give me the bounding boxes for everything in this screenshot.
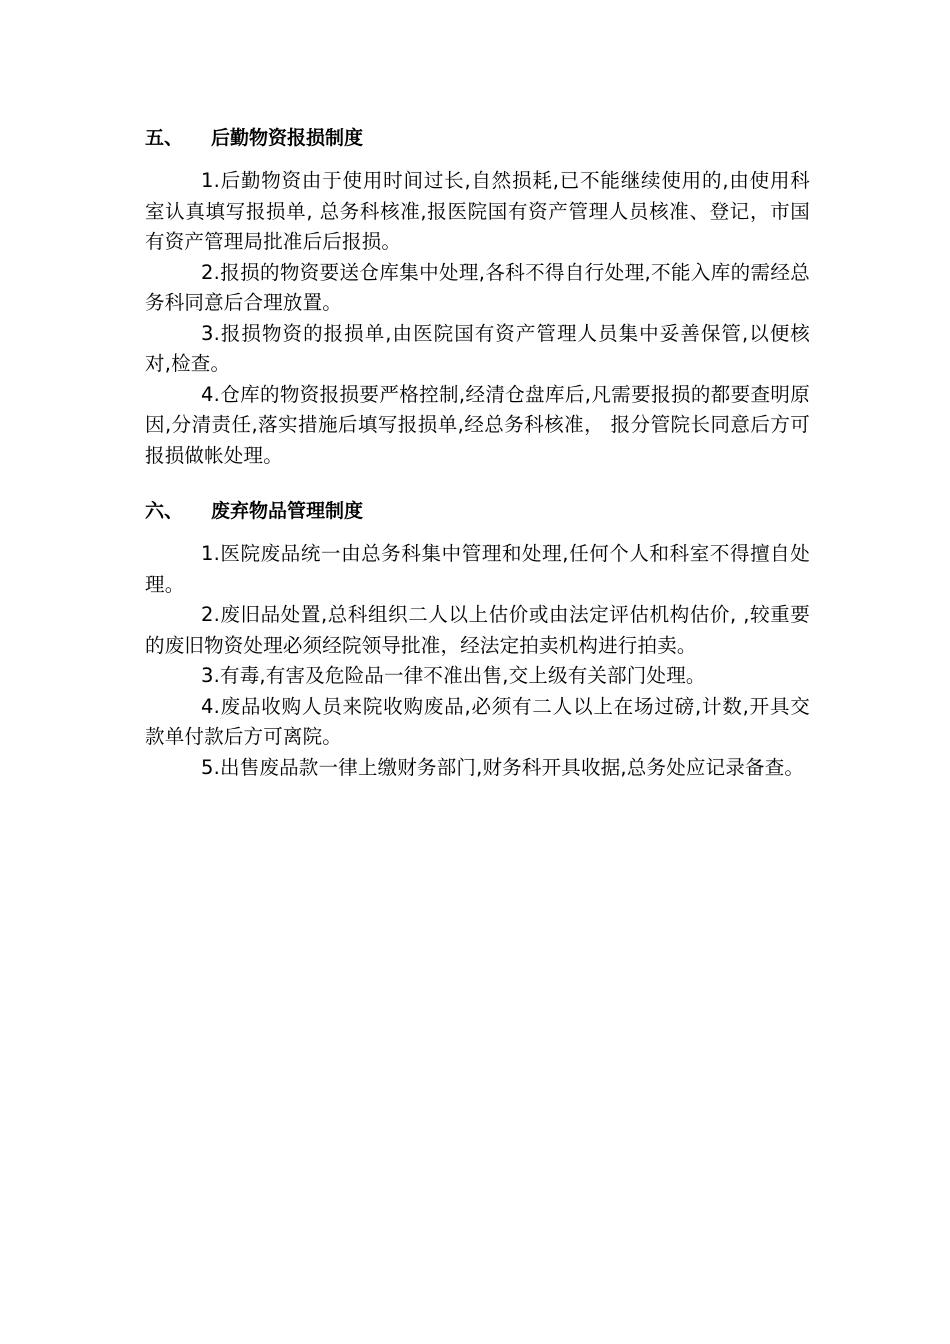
section-number: 五、 xyxy=(145,126,184,149)
paragraph: 2.报损的物资要送仓库集中处理,各科不得自行处理,不能入库的需经总务科同意后合理放置。 xyxy=(145,260,810,314)
paragraph: 2.废旧品处置,总科组织二人以上估价或由法定评估机构估价, ,较重要的废旧物资处理必须经院领导批准，经法定拍卖机构进行拍卖。 xyxy=(145,603,810,657)
paragraph: 3.报损物资的报损单,由医院国有资产管理人员集中妥善保管,以便核对,检查。 xyxy=(145,321,810,375)
section-title: 后勤物资报损制度 xyxy=(211,126,364,149)
paragraph: 4.仓库的物资报损要严格控制,经清仓盘库后,凡需要报损的都要查明原因,分清责任,落实措施后填写报损单,经总务科核准， 报分管院长同意后方可报损做帐处理。 xyxy=(145,382,810,467)
document-page xyxy=(145,118,810,783)
section-waste-management xyxy=(145,491,810,783)
section-heading xyxy=(145,491,810,527)
paragraph: 3.有毒,有害及危险品一律不准出售,交上级有关部门处理。 xyxy=(201,664,706,687)
paragraph: 1.医院废品统一由总务科集中管理和处理,任何个人和科室不得擅自处理。 xyxy=(145,542,810,596)
section-heading xyxy=(145,118,810,154)
paragraph: 1.后勤物资由于使用时间过长,自然损耗,已不能继续使用的,由使用科室认真填写报损单, 总务科核准,报医院国有资产管理人员核准、登记，市国有资产管理局批准后后报损。 xyxy=(145,169,810,253)
section-logistics-scrap xyxy=(145,118,810,471)
section-number: 六、 xyxy=(145,499,184,522)
paragraph: 5.出售废品款一律上缴财务部门,财务科开具收据,总务处应记录备查。 xyxy=(201,755,805,779)
section-title: 废弃物品管理制度 xyxy=(211,499,364,522)
paragraph: 4.废品收购人员来院收购废品,必须有二人以上在场过磅,计数,开具交款单付款后方可离院。 xyxy=(145,694,810,748)
